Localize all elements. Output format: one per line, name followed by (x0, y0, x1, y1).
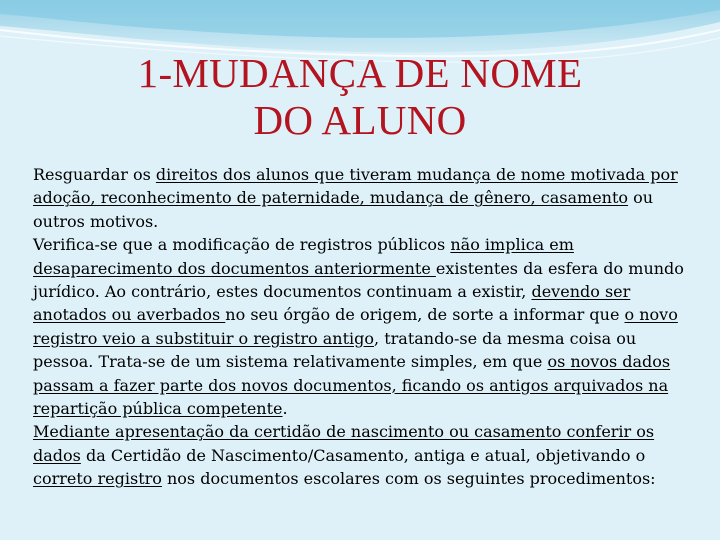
paragraph (33, 233, 695, 420)
text-run: nos documentos escolares com os seguintes procedimentos: (161, 469, 656, 489)
text-run: da Certidão de Nascimento/Casamento, antiga e atual, objetivando o (80, 445, 646, 465)
title-line-1: 1-MUDANÇA DE NOME (137, 50, 583, 96)
underlined-text-run: o novo registro veio a substituir o registro antigo (33, 305, 678, 348)
underlined-text-run: devendo ser anotados ou averbados (33, 282, 631, 325)
underlined-text-run: não implica em desaparecimento dos documentos anteriormente (33, 235, 574, 278)
underlined-text-run: correto registro (33, 469, 162, 489)
title-line-2: DO ALUNO (253, 97, 467, 143)
text-run: ou outros motivos. (33, 188, 654, 231)
paragraph (33, 420, 695, 490)
text-run: . (282, 399, 288, 419)
text-run: Verifica-se que a modificação de registros públicos (33, 235, 451, 255)
underlined-text-run: Mediante apresentação da certidão de nascimento ou casamento conferir os dados (33, 422, 655, 465)
paragraph (33, 163, 695, 233)
text-run: no seu órgão de origem, de sorte a informar que (225, 305, 625, 325)
text-run: Resguardar os (33, 165, 156, 184)
body-text (33, 163, 695, 491)
text-run: , tratando-se da mesma coisa ou pessoa. Trata-se de um sistema relativamente simples, em que (33, 328, 637, 372)
slide-title (40, 50, 680, 144)
text-run: existentes da esfera do mundo jurídico. Ao contrário, estes documentos continuam a existir, (33, 258, 684, 302)
underlined-text-run: direitos dos alunos que tiveram mudança de nome motivada por adoção, reconhecimento de paternidade, mudança de gênero, casamento (33, 165, 678, 208)
underlined-text-run: os novos dados passam a fazer parte dos novos documentos, ficando os antigos arquivados na repartição pública competente (33, 352, 671, 419)
